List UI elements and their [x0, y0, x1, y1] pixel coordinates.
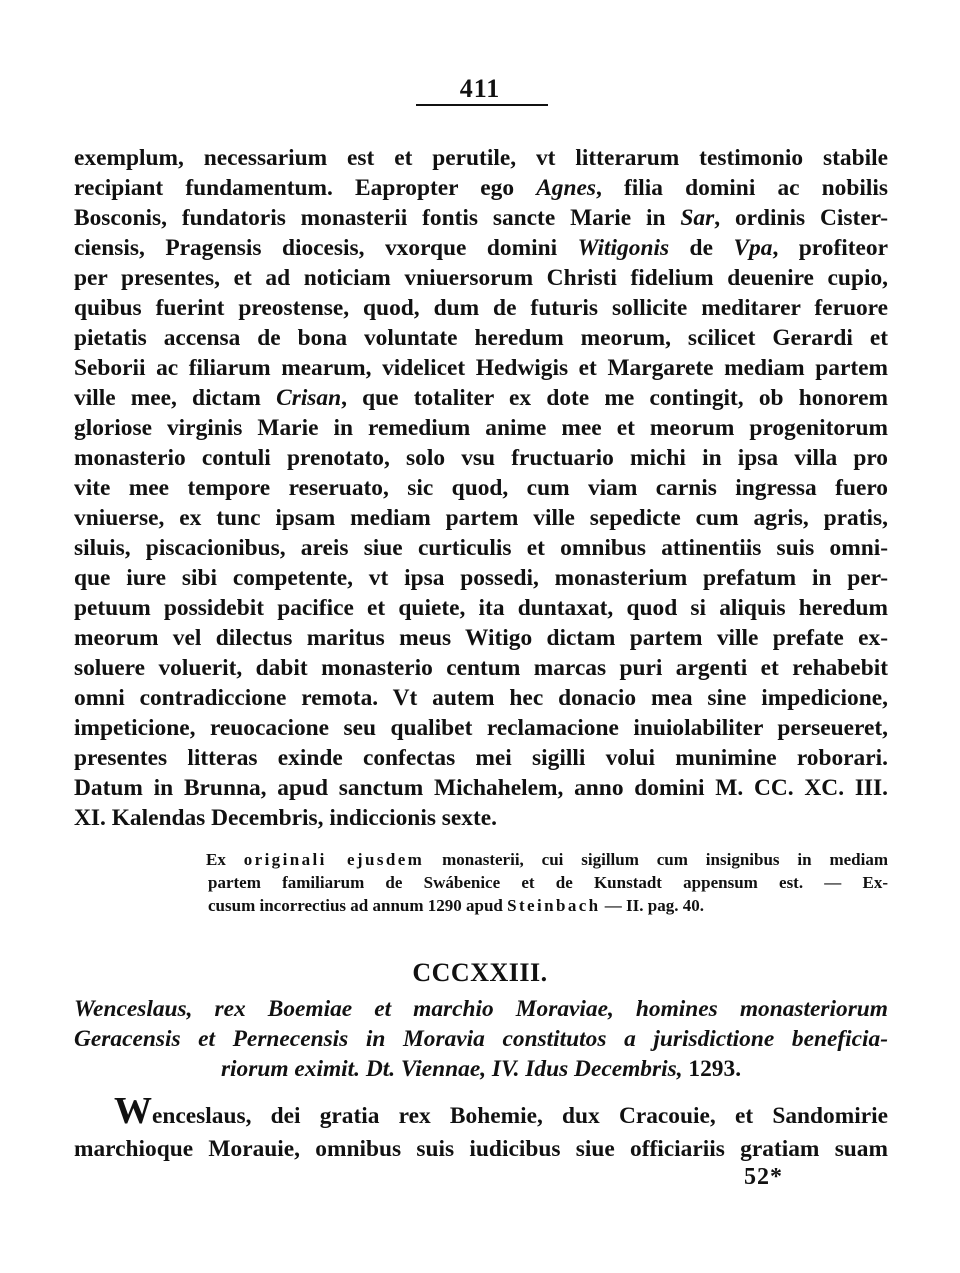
body-line: impeticione, reuocacione seu qualibet reclamacione inuiolabiliter perseueret, [74, 715, 888, 741]
note-text: — II. pag. 40. [604, 896, 704, 915]
page-number: 411 [459, 74, 501, 103]
regest-line [74, 1054, 888, 1084]
spaced-text: Steinbach [507, 896, 601, 915]
body-line: gloriose virginis Marie in remedium anime mee et meorum progenitorum [74, 415, 888, 441]
body-line: omni contradiccione remota. Vt autem hec donacio mea sine impedicione, [74, 685, 888, 711]
body-line: recipiant fundamentum. Eapropter ego Agnes, filia domini ac nobilis [74, 175, 888, 201]
regest-text: riorum eximit. Dt. Viennae, IV. Idus Decembris, [220, 1056, 683, 1082]
body-line: per presentes, et ad noticiam vniuersorum Christi fidelium deuenire cupio, [74, 265, 888, 291]
body-line: Bosconis, fundatoris monasterii fontis sancte Marie in Sar, ordinis Cister- [74, 205, 888, 231]
regest-summary [74, 994, 888, 1084]
note-line [208, 894, 888, 917]
note-text: Ex [206, 850, 226, 869]
body-line: pietatis accensa de bona voluntate heredum meorum, scilicet Gerardi et [74, 325, 888, 351]
body-line: vite mee tempore reseruato, sic quod, cum viam carnis ingressa fuero [74, 475, 888, 501]
body-line: petuum possidebit pacifice et quiete, ita duntaxat, quod si aliquis heredum [74, 595, 888, 621]
note-text: monasterii, cui sigillum cum insignibus in mediam [442, 850, 888, 869]
italic-name: Crisan [276, 385, 342, 411]
charter-text: enceslaus, dei gratia rex Bohemie, dux Cracouie, et Sandomirie [152, 1103, 888, 1129]
regest-year: 1293. [688, 1056, 742, 1082]
body-line: que iure sibi competente, vt ipsa possedi, monasterium prefatum in per- [74, 565, 888, 591]
charter-body-text [74, 143, 888, 833]
body-line: XI. Kalendas Decembris, indiccionis sexte. [74, 805, 497, 831]
body-line: quibus fuerint preostense, quod, dum de futuris sollicite meditarer feruore [74, 295, 888, 321]
body-line: ville mee, dictam Crisan, que totaliter ex dote me contingit, ob honorem [74, 385, 888, 411]
source-note [208, 848, 888, 917]
regest-line: Geracensis et Pernecensis in Moravia constitutos a jurisdictione beneficia- [74, 1026, 888, 1052]
italic-name: Sar [680, 205, 715, 231]
body-line: ciensis, Pragensis diocesis, vxorque domini Witigonis de Vpa, profiteor [74, 235, 888, 261]
note-line [206, 848, 888, 871]
charter-line [74, 1090, 888, 1133]
body-line: meorum vel dilectus maritus meus Witigo dictam partem ville prefate ex- [74, 625, 888, 651]
italic-name: Vpa [733, 235, 773, 261]
document-number-heading: CCCXXIII. [412, 958, 548, 987]
italic-name: Agnes [536, 175, 596, 201]
body-line: Datum in Brunna, apud sanctum Michahelem, anno domini M. CC. XC. III. [74, 775, 888, 801]
signature-mark: 52* [744, 1164, 783, 1190]
header-rule [416, 104, 548, 106]
body-line: Seborii ac filiarum mearum, videlicet Hedwigis et Margarete mediam partem [74, 355, 888, 381]
body-line: presentes litteras exinde confectas mei sigilli volui munimine roborari. [74, 745, 888, 771]
note-text: cusum incorrectius ad annum 1290 apud [208, 896, 503, 915]
body-line: monasterio contuli prenotato, solo vsu fructuario michi in ipsa villa pro [74, 445, 888, 471]
body-line: soluere voluerit, dabit monasterio centum marcas puri argenti et rehabebit [74, 655, 888, 681]
body-line: siluis, piscacionibus, areis siue curticulis et omnibus attinentiis suis omni- [74, 535, 888, 561]
regest-line: Wenceslaus, rex Boemiae et marchio Moraviae, homines monasteriorum [74, 996, 888, 1022]
body-line: exemplum, necessarium est et perutile, vt litterarum testimonio stabile [74, 145, 888, 171]
charter-opening [74, 1090, 888, 1166]
italic-name: Witigonis [577, 235, 670, 261]
body-line: vniuerse, ex tunc ipsam mediam partem ville sepedicte cum agris, pratis, [74, 505, 888, 531]
initial-letter: W [114, 1090, 152, 1132]
spaced-text: originali ejusdem [243, 850, 425, 869]
note-line: partem familiarum de Swábenice et de Kunstadt appensum est. — Ex- [208, 873, 888, 892]
charter-line: marchioque Morauie, omnibus suis iudicibus siue officiariis gratiam suam [74, 1136, 888, 1162]
